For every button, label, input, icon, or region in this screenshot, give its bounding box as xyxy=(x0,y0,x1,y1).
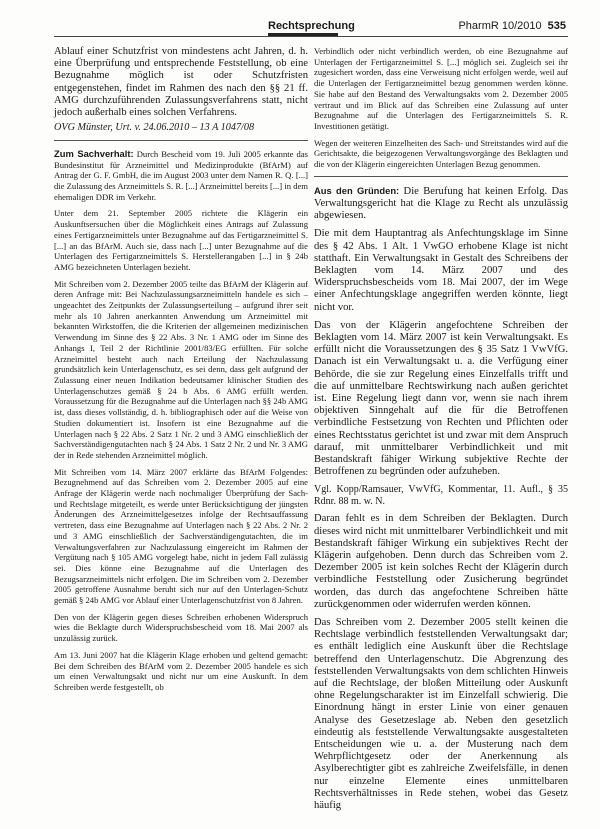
separator-rule xyxy=(314,176,568,177)
right-column xyxy=(314,46,568,818)
left-column xyxy=(54,46,308,699)
reasons-paragraph xyxy=(314,185,568,223)
paragraph: Wegen der weiteren Einzelheiten des Sach- und Streitstandes wird auf die Gerichtsakte, die beigezogenen Verwaltungsvorgänge des Beklagten und die von der Klägerin eingereichten Unterlagen Bezug genommen. xyxy=(314,137,568,170)
paragraph: Mit Schreiben vom 2. Dezember 2005 teilte das BfArM der Klägerin auf deren Anfrage mit: Bei Nachzulassungsarzneimitteln handele es sich – ungeachtet des Zeitpunkts der Zulassungserteilung – aufgrund ihrer seit mehr als 10 Jahren anerkannten Anwendung um Arzneimittel mit bekannten Wirkstoffen, die die Kriterien der allgemeinen medizinischen Verwendung im Sinne des § 22 Abs. 3 Nr. 1 AMG oder im Sinne des Anhangs I, Teil 2 der Richtlinie 2001/83/EG erfüllten. Für solche Arzneimittel besteht auch nach Erteilung der Nachzulassung grundsätzlich kein Unterlagenschutz, es sei denn, dass gelt aufgrund der Zulassung einer neuen Indikation bedeutsamer klinischer Studien des Unterlagenschutzes gemäß § 24 b Abs. 6 AMG erfüllt werden. Voraussetzung für die Bezugnahme auf die Unterlagen nach §§ 24b AMG ist, dass dieses vollständig, d. h. bibliographisch oder auf die Weise von Studien dokumentiert ist. Insofern ist eine Bezugnahme auf die Unterlagen nach § 22 Abs. 2 Satz 1 Nr. 2 und 3 AMG einschließlich der Sachverständigengutachten nach § 24 Abs. 1 Satz 2 Nr. 2 und Nr. 3 AMG der in Rede stehenden Arzneimittel möglich. xyxy=(54,278,308,460)
paragraph: Die mit dem Hauptantrag als Anfechtungsklage im Sinne des § 42 Abs. 1 Alt. 1 VwGO erhobene Klage ist nicht statthaft. Ein Verwaltungsakt in Gestalt des Schreibens der Beklagten vom 14. März 2007 und des Widerspruchsbescheids vom 18. Mai 2007, der im Wege einer Anfechtungsklage angegriffen werden könnte, liegt nicht vor. xyxy=(314,228,568,313)
literature-reference: Vgl. Kopp/Ramsauer, VwVfG, Kommentar, 11. Aufl., § 35 Rdnr. 88 m. w. N. xyxy=(314,484,568,507)
paragraph: Das Schreiben vom 2. Dezember 2005 stellt keinen die Rechtslage verbindlich feststellenden Verwaltungsakt dar; es enthält lediglich eine Auskunft über die Rechtslage betreffend den Unterlagenschutz. Die Abgrenzung des feststellenden Verwaltungsakts von dem schlichten Hinweis auf die Rechtslage, der bloßen Mitteilung oder Auskunft ohne Regelungscharakter ist im Einzelfall schwierig. Die Einordnung hängt in erster Linie von einer genauen Analyse des Gesetzeslage ab. Neben den gesetzlich eindeutig als feststellende Verwaltungsakte ausgestalteten Entscheidungen wie u. a. der Musterung nach dem Wehrpflichtgesetz oder der Anerkennung als Asylberechtigter gibt es zahlreiche Zweifelsfälle, in denen nur einzelne Elemente eines unmittelbaren Rechtsverhältnisses in Rede stehen, wobei das Gesetz häufig xyxy=(314,617,568,812)
paragraph: Mit Schreiben vom 14. März 2007 erklärte das BfArM Folgendes: Bezugnehmend auf das Schreiben vom 2. Dezember 2005 auf eine Anfrage der Klägerin werde nach nochmaliger Überprüfung der Sach- und Rechtslage mitgeteilt, es werde unter Berücksichtigung der jüngsten Änderungen des Arzneimittelgesetzes infolge der Rechtsauffassung vertreten, dass eine Bezugnahme auf Unterlagen nach § 22 Abs. 2 Nr. 2 und 3 AMG einschließlich der Sachverständigengutachten, die im Verwaltungsverfahren zur Nachzulassung eingereicht im Rahmen der Vergütung nach § 105 AMG vorgelegt habe, nicht in jedem Fall zulässig sei. Dies könne eine Bezugnahme auf die Unterlagen des Bezugsarzneimittels nicht erfolgen. Die im Schreiben vom 2. Dezember 2005 getroffene Ausnahme beruht sich nur auf den Unterlagen-Schutz gemäß § 24b AMG vor Ablauf einer Unterlagenschutzfrist von 8 Jahren. xyxy=(54,466,308,606)
page-header xyxy=(0,0,600,42)
paragraph: Den von der Klägerin gegen dieses Schreiben erhobenen Widerspruch wies die Beklagte durch Widerspruchsbescheid vom 18. Mai 2007 als unzulässig zurück. xyxy=(54,611,308,644)
facts-text: Durch Bescheid vom 19. Juli 2005 erkannte das Bundesinstitut für Arzneimittel und Medizinprodukte (BfArM) auf Antrag der G. F. GmbH, die im August 2003 unter dem Namen R. Q. [...] die Zulassung des Arzneimittels S. R. [...] Arzneimittel bereits [...] in dem ehemaligen DDR im Verkehr. xyxy=(54,148,308,202)
journal-issue: PharmR 10/2010 xyxy=(458,20,542,32)
reasons-text: Die Berufung hat keinen Erfolg. Das Verwaltungsgericht hat die Klage zu Recht als unzulässig abgewiesen. xyxy=(314,185,568,222)
paragraph: Unter dem 21. September 2005 richtete die Klägerin ein Auskunftsersuchen über die Möglichkeit eines Antrags auf Zulassung eines Fertigarzneimittels unter Bezugnahme auf das Fertigarzneimittel S. [...] an das BfArM. Auch sie, dass nach [...] unter Bezugnahme auf die Unterlagen des Fertigarzneimittels S. Herstellerangaben [...] in § 24b AMG bezeichneten Unterlagen bezieht. xyxy=(54,208,308,272)
paragraph: Am 13. Juni 2007 hat die Klägerin Klage erhoben und geltend gemacht: Bei dem Schreiben des BfArM vom 2. Dezember 2005 handele es sich um einen Verwaltungsakt und nicht nur um eine Auskunft. In dem Schreiben werde festgestellt, ob xyxy=(54,649,308,692)
paragraph: Verbindlich oder nicht verbindlich werden, ob eine Bezugnahme auf Unterlagen der Fertigarzneimittel S. [...] möglich sei. Zugleich sei ihr zugesichert worden, dass eine Verweisung nicht erfolgen werde, weil auf die Unterlagen der Fertigarzneimittel bezug genommen werden könne. Sie habe auf den Bestand des Verwaltungsakts vom 2. Dezember 2005 vertraut und im Blick auf das Schreiben eine Zulassung auf unter Bezugnahme auf die Unterlagen des Fertigarzneimittels S. R. Investitionen getätigt. xyxy=(314,46,568,131)
reasons-heading: Aus den Gründen: xyxy=(314,184,400,196)
facts-heading: Zum Sachverhalt: xyxy=(54,147,134,159)
guiding-principle: Ablauf einer Schutzfrist von mindestens acht Jahren, d. h. eine Überprüfung und entsprechende Feststellung, ob eine Bezugnahme möglich ist oder Schutzfristen entgegenstehen, findet im Rahmen des nach den §§ 21 ff. AMG durchzuführenden Zulassungsverfahrens statt, nicht jedoch außerhalb eines solchen Verfahrens. xyxy=(54,46,308,119)
section-rubric: Rechtsprechung xyxy=(268,20,355,32)
separator-rule xyxy=(54,140,308,141)
facts-paragraph xyxy=(54,149,308,203)
header-rule xyxy=(54,36,568,37)
page-number: 535 xyxy=(547,20,566,32)
paragraph: Das von der Klägerin angefochtene Schreiben der Beklagten vom 14. März 2007 ist kein Verwaltungsakt. Es erfüllt nicht die Voraussetzungen des § 35 Satz 1 VwVfG. Danach ist ein Verwaltungsakt u. a. die Verfügung einer Behörde, die sie zur Regelung eines Einzelfalls trifft und die auf unmittelbare Rechtswirkung nach außen gerichtet ist. Eine Regelung liegt dann vor, wenn sie nach ihrem objektiven Sinngehalt auf die für die Betroffenen verbindliche Festsetzung von Rechten und Pflichten oder eines Rechtsstatus gerichtet ist und zwar mit dem Anspruch darauf, mit unmittelbarer Verbindlichkeit und mit Bestandskraft fähiger Wirkung subjektive Rechte der Betroffenen zu begründen oder aufzuheben. xyxy=(314,319,568,478)
paragraph: Daran fehlt es in dem Schreiben der Beklagten. Durch dieses wird nicht mit unmittelbarer Verbindlichkeit und mit Bestandskraft fähiger Wirkung ein subjektives Recht der Klägerin aufgehoben. Denn durch das Schreiben vom 2. Dezember 2005 ist kein solches Recht der Klägerin durch verbindliche Feststellung oder Zusicherung begründet worden, das durch das angefochtene Schreiben hätte zurückgenommen oder widerrufen werden können. xyxy=(314,513,568,610)
case-citation: OVG Münster, Urt. v. 24.06.2010 – 13 A 1047/08 xyxy=(54,122,255,134)
issue-info xyxy=(458,20,566,32)
